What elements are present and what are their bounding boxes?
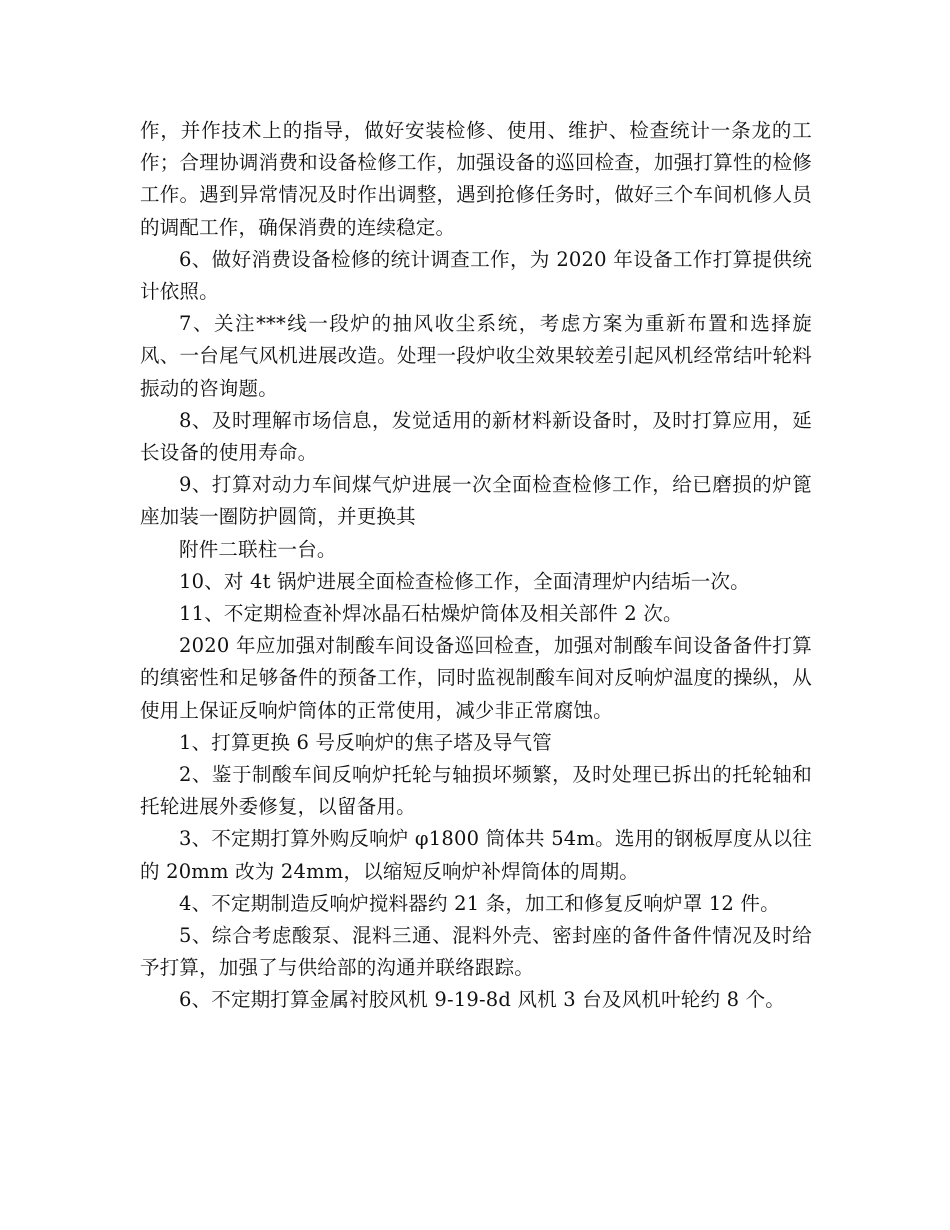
paragraph: 2、鉴于制酸车间反响炉托轮与轴损坏频繁，及时处理已拆出的托轮轴和托轮进展外委修复，以留备用。 — [140, 763, 812, 819]
paragraph: 6、不定期打算金属衬胶风机 9-19-8d 风机 3 台及风机叶轮约 8 个。 — [179, 988, 785, 1012]
paragraph: 9、打算对动力车间煤气炉进展一次全面检查检修工作，给已磨损的炉篦座加装一圈防护圆筒，并更换其 — [140, 473, 812, 529]
paragraph: 11、不定期检查补焊冰晶石枯燥炉筒体及相关部件 2 次。 — [179, 602, 683, 626]
paragraph: 1、打算更换 6 号反响炉的焦子塔及导气管 — [179, 730, 552, 754]
paragraph: 7、关注***线一段炉的抽风收尘系统，考虑方案为重新布置和选择旋风、一台尾气风机进展改造。处理一段炉收尘效果较差引起风机经常结叶轮料振动的咨询题。 — [140, 312, 812, 400]
paragraph: 附件二联柱一台。 — [179, 537, 337, 561]
paragraph: 作，并作技术上的指导，做好安装检修、使用、维护、检查统计一条龙的工作；合理协调消费和设备检修工作，加强设备的巡回检查，加强打算性的检修工作。遇到异常情况及时作出调整，遇到抢修任务时，做好三个车间机修人员的调配工作，确保消费的连续稳定。 — [140, 119, 812, 239]
document-body — [140, 115, 812, 1017]
paragraph: 3、不定期打算外购反响炉 φ1800 筒体共 54m。选用的钢板厚度从以往的 20mm 改为 24mm，以缩短反响炉补焊筒体的周期。 — [140, 827, 812, 883]
paragraph: 6、做好消费设备检修的统计调查工作，为 2020 年设备工作打算提供统计依照。 — [140, 247, 812, 304]
paragraph: 10、对 4t 锅炉进展全面检查检修工作，全面清理炉内结垢一次。 — [179, 569, 750, 593]
paragraph: 2020 年应加强对制酸车间设备巡回检查，加强对制酸车间设备备件打算的缜密性和足够备件的预备工作，同时监视制酸车间对反响炉温度的操纵，从使用上保证反响炉筒体的正常使用，减少非正常腐蚀。 — [140, 634, 812, 722]
paragraph: 8、及时理解市场信息，发觉适用的新材料新设备时，及时打算应用，延长设备的使用寿命。 — [140, 408, 812, 465]
paragraph: 5、综合考虑酸泵、混料三通、混料外壳、密封座的备件备件情况及时给予打算，加强了与供给部的沟通并联络跟踪。 — [140, 924, 812, 980]
paragraph: 4、不定期制造反响炉搅料器约 21 条，加工和修复反响炉罩 12 件。 — [179, 891, 780, 915]
